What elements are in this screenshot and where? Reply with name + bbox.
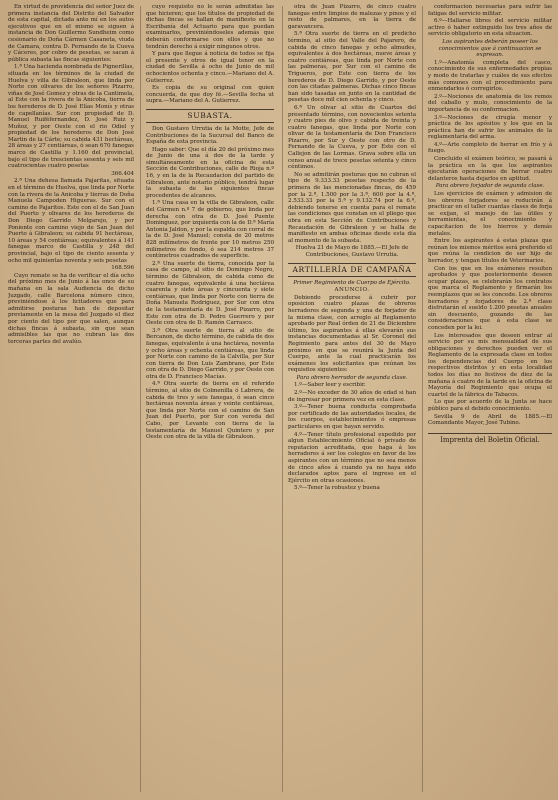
signature-line: Sevilla 9 de Abril de 1885.—El Comandante Mayor, José Tubino. [428, 413, 552, 427]
column-3 [288, 4, 416, 796]
printer-footer: Imprenta del Boletin Oficial. [428, 433, 552, 444]
paragraph: Entre los aspirantes á estas plazas que reúnan los mismos méritos será preferido el que reúna la condicion de ser hijo de herrador, y tengan títulos de Veterinarios. [428, 238, 552, 264]
paragraph: 2.ª Una suerte de tierra, conocida por la casa de campo, al sitio de Domingo Negro, término de Gibraleon, de cabida como de cuatro fanegas, equivalente á una hectárea cuarenta y siete áreas y cincuenta y siete centiáreas, que linda por Norte con tierra de Doña Manuela Rodriguez, por Sur con otra de la testamentaría de D. José Pizarro, por Este con otra de D. Pedro Guerrero y por Oeste con otra de D. Ramón Carrasco. [146, 260, 274, 327]
paragraph: 6.ª Un olivar al sitio de Cuartos del presentado término, con novecientos setenta y cuatro pies de olivo y cabida de treinta y cuatro fanegas, que linda por Norte con olivar de la testamentaría de Don Francisco Pizarro, por Sur y Oeste con otro de D. Fernando de la Cueva, y por Este con el Callejon de las Lormas. Grava sobre ella un censo anual de trece pesetas setenta y cinco céntimos. [288, 104, 416, 171]
paragraph: 4.ª Otra suerte de tierra en el referido término, al sitio de Colmenilla ó Labrera, de cabida de tres y seis fanegas, ó sean cinco hectáreas noventa áreas y veinte centiáreas, que linda por Norte con el camino de San Juan del Puerto, por Sur con vereda del Cabo, por Levante con tierra de la testamentaría de Manuel Quintero y por Oeste con otra de la villa de Gibraleon. [146, 381, 274, 441]
paragraph: cuyo requisito no le serán admitidas las que hicieren; que los títulos de propiedad de dichas fincas se hallan de manifiesto en la Escribanía del Actuario para que puedan examinarlos, previniéndoseles además que deberán conformarse con ellos y que no tendrán derecho á exigir ningunos otros. [146, 4, 274, 50]
aspirantes-subheading: Los aspirantes deberán poseer los conocimientos que á continuacion se expresan. [438, 38, 542, 59]
requirement-item: 2.º—No exceder de 30 años de edad si han de ingresar por primera vez en esta clase. [288, 390, 416, 403]
paragraph: 3.º—Nociones de cirugía menor y práctica de los apósitos y los que en la práctica han de sufrir los animales de la reglamentaría del arma. [428, 114, 552, 141]
requirement-item: 1.º—Saber leer y escribir. [294, 382, 366, 389]
paragraph: 3.ª Otra suerte de tierra al sitio de Bercanon, de dicho término, de cabida de dos fanegas, equivalente á una hectárea, noventa y ocho áreas y ochenta centiáreas, que linda por Norte con camino de la Calvilla, por Sur con tierra de Don Luis Zambrano, por Este con otra de D. Diego Garrido, y por Oeste con otra de D. Francisco Macías. [146, 327, 274, 380]
subasta-heading: SUBASTA. [146, 109, 274, 123]
price: 366.404 [111, 170, 134, 177]
herrador-subheading: Para obrero herrador de segunda clase. [296, 374, 408, 381]
paragraph: 2.ª Una dehesa llamada Pajaritas, situada en el término de Huelva, que linda por Norte con la rivera de la Anicoba y tierras de Doña Manuela Campoden Higueras. Sur con el camino de Pajaritos. Este con el de San Juan del Puerto y olivares de los herederos de Don Diego Garrido Melgarejo, y por Poniente con camino viejo de San Juan del Puerto á Gibraleon; su cabida 91 hectáreas, 10 áreas y 54 centiáreas; equivalentes á 141 fanegas marco de Castilla y 248 del provincial, bajo el tipo de ciento sesenta y ocho mil quinientas noventa y seis pesetas [8, 178, 134, 264]
paragraph: Es copia de su original con quien concuerda, de que doy fé.—Sevilla fecha ut supra.—Mariano del A. Gutierrez. [146, 85, 274, 105]
paragraph: 1.ª Una hacienda nombrada de Pignerillas, situada en los términos de la ciudad de Huelva y villa de Gibraleon, que linda por Norte con olivares de los señores Pizarro, viñas de José Gomez y otras de la Cantimela, al Este con la rivera de la Anicoba, tierra de los herederos de D. José Elías Monís y otras de capellanías. Sur con propiedad de D. Manuel Ruiféfernandez, D. José Ruiz y Muñoz, y por Oeste con el rio Odiel y propiedad de los herederos de Don José Martin de la Cárte; su cabida 431 hectáreas, 28 áreas y 27 centiáreas, ó sean 670 fanegas marco de Castilla y 1.160 del provincial, bajo el tipo de trescientas sesenta y seis mil cuatrocientas cuatro pesetas [8, 64, 134, 170]
paragraph: Cuyo remate se ha de verificar el día ocho del próximo mes de Junio á las once de su mañana en la sala Audiencia de dicho Juzgado, calle Barcelona número cinco, previniéndose á los licitadores que para admitirse posturas han de depositar previamente en la mesa del Juzgado el diez por ciento del tipo por que salen, aunque dichas fincas á subasta, sin que sean admisibles las que no cubran las dos terceras partes del avalúo. [8, 272, 134, 345]
column-divider [140, 6, 141, 792]
paragraph: 4.º—Arte completo de herrar en frío y á fuego. [428, 141, 552, 155]
paragraph: Concluido el exámen teórico, se pasará á la práctica en la que los aspirantes ejecutarán operaciones de herrar cuatro delanteros hasta dejarlos en aptitud. [428, 156, 552, 182]
column-1 [8, 4, 134, 796]
paragraph: No se admitirán posturas que no cubran el tipo de 9.333.33 pesetas respecto de la primera de las mencionadas fincas, de 459 por la 2.ª, 1.500 por la 3.ª, 600 por la 4.ª, 2.533.33 por la 5.ª y 9.132.74 por la 6.ª, debiendo tenerse en cuenta para el remate las condiciones que constan en el pliego que obra en esta Sección de Contribuciones y Recaudación de Gibraleon y se halla de manifiesto en ambas oficinas desde esta día al momento de la subasta. [288, 171, 416, 244]
paragraph: Los interesados que deseen entrar al servicio por su mis mensualidad de sus obligaciones y derechos pueden ver el Reglamento de la expresada clase en todos los dependencias del Cuerpo en los respectivos distritos y en esta localidad todos los días no festivos de diez de la mañana á cuatro de la tarde en la oficina de Mayoría del Regimiento que ocupa el cuartel de la fábrica de Tabacos. [428, 332, 552, 398]
paragraph: 6.º—Hallarse libres del servicio militar activo ó haber extinguido los tres años de servicio obligatorio en esta situacion. [428, 18, 552, 38]
anuncio-subheading: ANUNCIO. [334, 287, 370, 294]
paragraph: 5.ª Otra suerte de tierra en el predicho término, al sitio del Valle del Pajarero, de cabida de cinco fanegas y ocho almudes, equivalentes á dos hectáreas, nueve áreas y cuatro centiáreas, que linda por Norte con las palmeras, por Sur con el camino de Trigueros, por Este con tierra de los herederos de D. Diego Garrido, y por Oeste con las citadas palmeras. Dichas cinco fincas han sido tasadas en junto en la cantidad de pesetas doce mil cien ochenta y cinco. [288, 31, 416, 104]
paragraph: Don Gustavo Urrutia de la Motte, Jefe de Contribuciones de la Sucursal del Banco de España de esta provincia. [146, 125, 274, 146]
paragraph: Hago saber: Que el día 20 del próximo mes de Junio de una á dos de la tarde y simultáneamente en la oficina de esta Sección de Contribuciones, calle de Rioja n.º 16, y en la de la Recaudacion del partido de Gibraleon, ante notario público, tendrá lugar la subasta de las siguientes fincas procedentes de alcances. [146, 146, 274, 199]
paragraph: En virtud de providencia del señor Juez de primera instancia del Distrito del Salvador de esta capital, dictada ante mí en los autos ejecutivos que en el mismo se siguen á instancia de Don Guillermo Sundheim como cesionario de Doña Cármen Casaneta, viuda de Camara, contra D. Fernando de la Cueva y Cáceres, por cobro de pesetas, se sacan á pública subasta las fincas siguientes: [8, 4, 134, 63]
regiment-subheading: Primer Regimiento de Cuerpo de Ejército. [293, 279, 411, 286]
signature-line: Huelva 21 de Mayo de 1885.—El Jefe de Contribuciones, Gustavo Urrutia. [295, 245, 409, 258]
paragraph: conformacion necesarias para sufrir las fatigas del servicio militar. [428, 4, 552, 17]
artilleria-heading: ARTILLERÍA DE CAMPAÑA [288, 263, 416, 277]
requirement-item: 4.º—Tener título profesional expedido por algun Establecimiento Oficial ó privado de reputacion acreditada, que haga á los herradores á ser los colegios en favor de los aspirantes con un término que no sea menos de cinco años á cuando ya no haya sido declarados aptos para el ingreso en el Ejército en otras ocasiones. [288, 431, 416, 484]
requirement-item: 5.º—Tener la robustez y buena [294, 485, 380, 492]
paragraph: Debiendo procederse á cubrir por oposicion cuatro plazas de obreros herradores de segunda y una de forjador de la misma clase, con arreglo al Reglamento aprobado por Real órden de 21 de Diciembre último, los aspirantes á ellas elevarán sus instancias documentadas al Sr. Coronel del Regimiento para antes del 30 de Mayo próximo en que se reunirá la Junta del Cuerpo, ante la cual practicarán los exámenes los solicitantes que reúnan los requisitos siguientes: [288, 294, 416, 374]
paragraph: Lo que por acuerdo de la Junta se hace público para el debido conocimiento. [428, 399, 552, 413]
column-divider [422, 6, 423, 792]
paragraph: 2.º—Nociones de anatomía de los remos del caballo y mulo, conocimiento de la importancia de su conformacion. [428, 93, 552, 113]
column-4 [428, 4, 552, 796]
paragraph: Los ejercicios de exámen y admision de los obreros forjadores se reducirán á practicar en el taller cuantas clases de forja se exijan, el manejo de las útiles y herramientas, el conocimiento y capacitacion de los hierros y demás metales. [428, 191, 552, 237]
paragraph: Y para que llegue á noticia de todos se fija el presente y otros de igual tenor en la ciudad de Sevilla á ocho de Junio de mil ochocientos ochenta y cinco.—Mariano del A. Gutierrez. [146, 51, 274, 84]
paragraph: 1.ª Una casa en la villa de Gibraleon, calle del Cármen n.º 7 de gobierno, que linda por derecha con otra de D. José Puente Dominguez, por izquierda con la de D.ª María Antonia Jaldon, y por la espalda con corral de la de D. José Manuel; consta de 20 metros 828 milímetros de frente por 10 metros 250 milímetros de fondo, ó sea 214 metros 37 centímetros cuadrados de superficie. [146, 200, 274, 260]
column-divider [282, 6, 283, 792]
paragraph: Con los que en los exámenes resulten aprobados y que posteriormente deseen ocupar plazas, se celebrarán los contratos que marca el Reglamento y firmarán los reemplazos que se les concede. Los obreros herradores y forjadores de 2.ª clase disfrutarán el sueldo 1.200 pesetas anuales sin descuento, gozando de las consideraciones que á esta clase se conceden por la lei. [428, 265, 552, 331]
requirement-item: 3.º—Tener buena conducta comprobada por certificado de las autoridades locales, de los cuerpos, establecimientos ó empresas particulares en que hayan servido. [288, 404, 416, 431]
price: 168.596 [111, 265, 134, 272]
column-2 [146, 4, 274, 796]
paragraph: otra de Juan Pizarro, de cinco cuatro fanegas entre limpios de malezas y pinos y el resto de palmares, en la tierra de garavancera. [288, 4, 416, 30]
paragraph: 1.º—Anatomía completa del casco, conocimiento de sus enfermedades propias y modo de tratarlas y cuáles de sus efectos más comunes con el procedimiento para enmendarlos ó corregirlos. [428, 59, 552, 93]
forjador-subheading: Para obrero forjador de segunda clase. [435, 183, 545, 190]
